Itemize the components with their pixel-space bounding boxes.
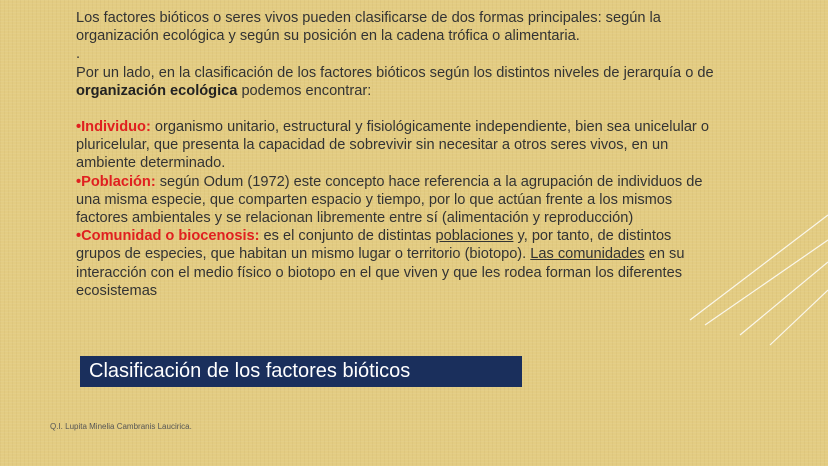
- comunidad-term: •Comunidad o biocenosis:: [76, 228, 260, 245]
- poblaciones-link[interactable]: poblaciones: [435, 228, 514, 245]
- comunidades-link[interactable]: Las comunidades: [530, 246, 645, 263]
- comunidad-text-2: y, por tanto, de distintos grupos de especies, que habitan un mismo lugar o territorio (biotopo).: [76, 228, 672, 263]
- individuo-text: organismo unitario, estructural y fisiológicamente independiente, bien sea unicelular o pluricelular, que presenta la capacidad de sobrevivir sin necesitar a otros seres vivos, en un ambiente determinado.: [76, 119, 709, 172]
- intro-paragraph: Los factores bióticos o seres vivos pueden clasificarse de dos formas principales: según la organización ecológica y según su posición en la cadena trófica o alimentaria.: [76, 10, 661, 45]
- poblacion-item: [76, 173, 716, 228]
- dot-line: .: [76, 46, 81, 63]
- organization-text-end: podemos encontrar:: [237, 82, 372, 99]
- comunidad-item: [76, 227, 716, 300]
- individuo-term: •Individuo:: [76, 119, 151, 136]
- comunidad-text-1: es el conjunto de distintas: [259, 228, 436, 245]
- organization-paragraph: [76, 64, 716, 100]
- organization-bold: organización ecológica: [76, 82, 238, 99]
- individuo-item: [76, 118, 716, 173]
- organization-text: Por un lado, en la clasificación de los factores bióticos según los distintos niveles de jerarquía o de: [76, 64, 714, 81]
- slide-body: [76, 9, 716, 300]
- slide-title: Clasificación de los factores bióticos: [80, 356, 522, 387]
- poblacion-term: •Población:: [76, 173, 156, 190]
- poblacion-text: según Odum (1972) este concepto hace referencia a la agrupación de individuos de una misma especie, que comparten espacio y tiempo, por lo que actúan frente a los mismos factores ambientales y se relacionan libremente entre sí (alimentación y reproducción): [76, 173, 703, 227]
- author-footer: Q.I. Lupita Minelia Cambranis Laucirica.: [50, 422, 192, 431]
- comunidad-text-3: en su interacción con el medio físico o biotopo en el que viven y que les rodea forman los diferentes ecosistemas: [76, 246, 685, 299]
